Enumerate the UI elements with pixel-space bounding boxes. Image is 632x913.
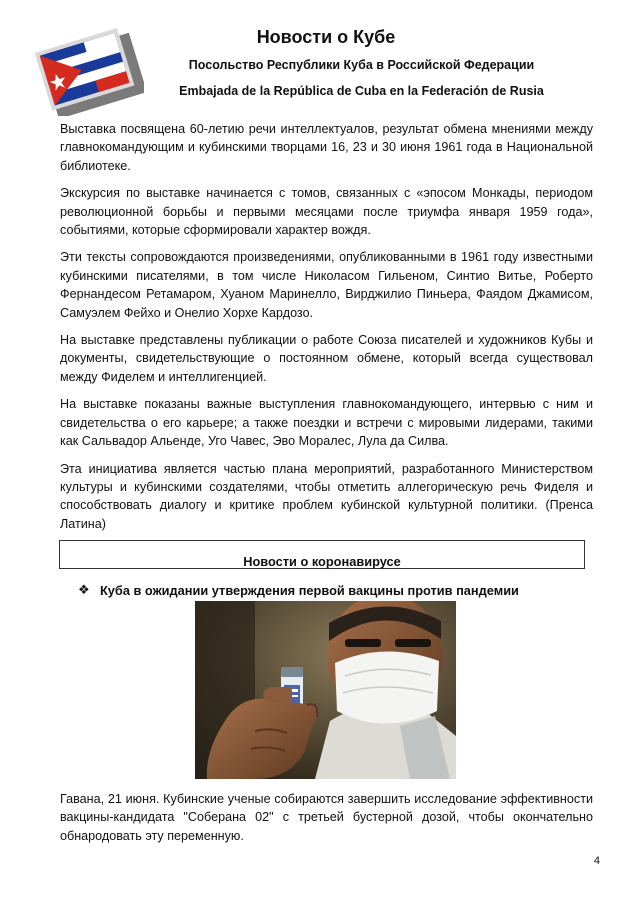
paragraph: Экскурсия по выставке начинается с томов, связанных с «эпосом Монкады, периодом революционной борьбы и первыми месяцами после триумфа января 1959 года», событиями, которые сформировали характер вождя. [60,186,593,238]
scientist-holding-vaccine-vial-photo [195,601,456,779]
page-title: Новости о Кубе [256,27,396,47]
article-text [60,790,593,854]
paragraph: Гавана, 21 июня. Кубинские ученые собираются завершить исследование эффективности вакцины-кандидата "Соберана 02" с третьей бустерной дозой, чтобы окончательно обнародовать эту переменную. [60,792,593,843]
section-title: Новости о коронавирусе [243,554,401,569]
paragraph: Эта инициатива является частью плана мероприятий, разработанного Министерством культуры и кубинскими создателями, чтобы отметить аллегорическую речь Фиделя и способствовать диалогу и критике проблем кубинской культурной политики. (Пренса Латина) [60,461,593,531]
cuba-russia-flag-icon [34,24,144,116]
article-headline: Куба в ожидании утверждения первой вакцины против пандемии [100,582,519,598]
paragraph: На выставке показаны важные выступления главнокомандующего, интервью с ним и свидетельства о его карьере; а также поездки и встречи с мировыми лидерами, такими как Сальвадор Альенде, Уго Чавес, Эво Моралес, Лула да Силва. [60,397,593,449]
page-number: 4 [593,855,600,867]
paragraph: Эти тексты сопровождаются произведениями, опубликованными в 1961 году известными кубинскими писателями, в том числе Николасом Гильеном, Синтио Витье, Роберто Фернандесом Ретамаром, Хуаном Маринелло, Вирджилио Пиньера, Фаядом Джамисом, Самуэлем Фейхо и Онелио Хорхе Кардозо. [60,250,593,320]
article-headline-row [78,580,598,600]
embassy-name-ru: Посольство Республики Куба в Российской Федерации [188,58,535,72]
article-body [60,120,593,542]
paragraph: Выставка посвящена 60-летию речи интеллектуалов, результат обмена мнениями между главнокомандующим и кубинскими творцами 16, 23 и 30 июня 1961 года в Национальной библиотеке. [60,122,593,173]
embassy-name-es: Embajada de la República de Cuba en la Federación de Rusia [179,84,544,98]
paragraph: На выставке представлены публикации о работе Союза писателей и художников Кубы и документы, свидетельствующие о постоянном обмене, который всегда существовал между Фиделем и интеллигенцией. [60,333,593,384]
section-header-box [59,540,585,569]
diamond-bullet-icon: ❖ [78,582,90,597]
page-header [0,0,632,120]
